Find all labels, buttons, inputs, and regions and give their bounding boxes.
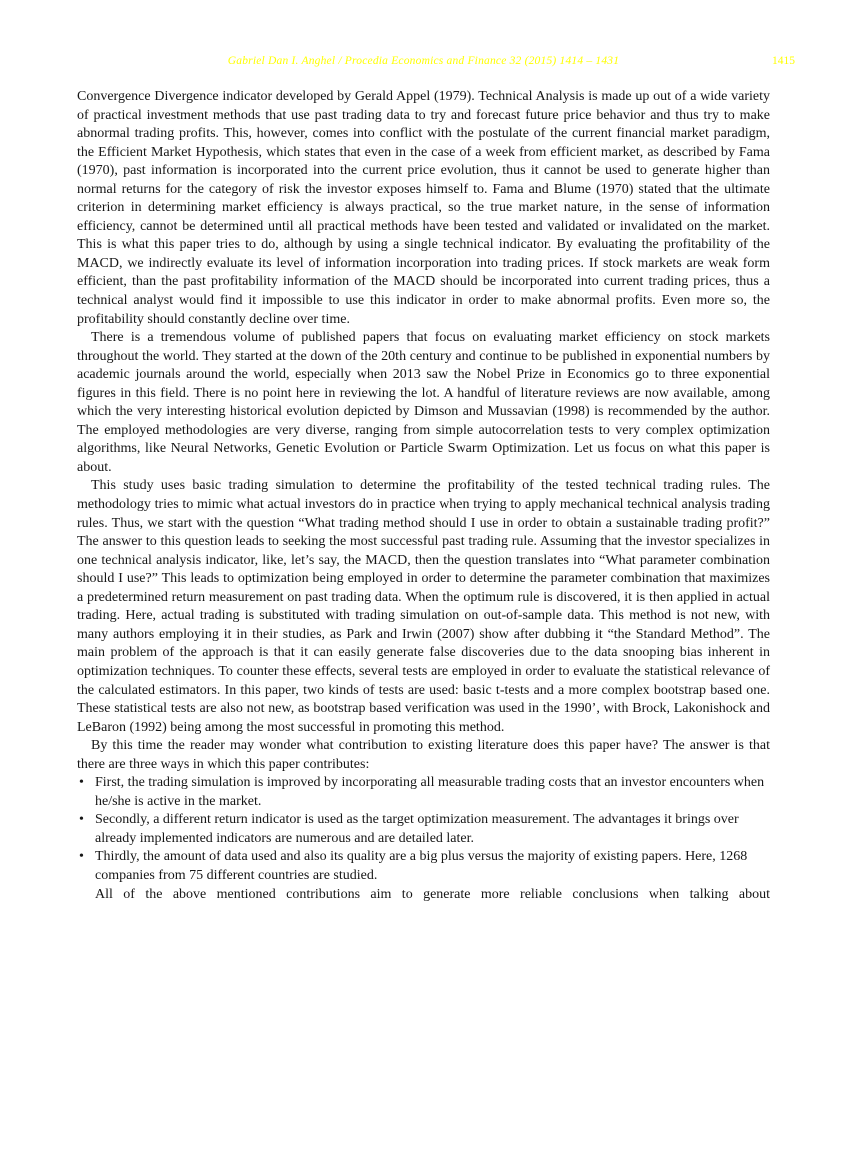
running-head-citation: Gabriel Dan I. Anghel / Procedia Economics and Finance 32 (2015) 1414 – 1431 <box>227 55 620 67</box>
page-number: 1415 <box>772 55 795 67</box>
running-head <box>77 55 795 71</box>
list-item-third-contribution: • Thirdly, the amount of data used and also its quality are a big plus versus the majority of existing papers. Here, 1268 companies from 75 different countries are studied. <box>77 848 770 885</box>
paragraph-convergence-divergence: Convergence Divergence indicator developed by Gerald Appel (1979). Technical Analysis is made up out of a wide variety of practical investment methods that use past trading data to try and forecast future price behavior and thus try to make abnormal trading profits. This, however, comes into conflict with the postulate of the current financial market paradigm, the Efficient Market Hypothesis, which states that even in the case of a week from efficient market, as described by Fama (1970), past information is incorporated into the current price evolution, thus it cannot be used to generate higher than normal returns for the category of risk the investor exposes himself to. Fama and Blume (1970) stated that the ultimate criterion in determining market efficiency is always practical, so the true market nature, in the sense of information efficiency, cannot be determined until all practical methods have been tested and validated or invalidated on the market. This is what this paper tries to do, although by using a single technical indicator. By evaluating the profitability of the MACD, we indirectly evaluate its level of information incorporation into trading prices. If stock markets are weak form efficient, than the past profitability information of the MACD should be incorporated into current trading prices, thus a technical analyst would find it impossible to use this indicator in order to make abnormal profits. Even more so, the profitability should constantly decline over time. <box>77 89 770 327</box>
paragraph-study-method: This study uses basic trading simulation to determine the profitability of the tested technical trading rules. The methodology tries to mimic what actual investors do in practice when trying to apply mechanical technical analysis trading rules. Thus, we start with the question “What trading method should I use in order to obtain a sustainable trading profit?” The answer to this question leads to seeking the most successful past trading rule. Assuming that the investor specializes in one technical analysis indicator, like, let’s say, the MACD, then the question translates into “What parameter combination should I use?” This leads to optimization being employed in order to determine the parameter combination that maximizes a predetermined return measurement on past trading data. When the optimum rule is discovered, it is then applied in actual trading. Here, actual trading is substituted with trading simulation on out-of-sample data. This method is not new, with many authors employing it in their studies, as Park and Irwin (2007) show after dubbing it “the Standard Method”. The main problem of the approach is that it can easily generate false discoveries due to the data snooping bias inherent in optimization techniques. To counter these effects, several tests are employed in order to evaluate the statistical relevance of the calculated estimators. In this paper, two kinds of tests are used: basic t-tests and a more complex bootstrap based one. These statistical tests are also not new, as bootstrap based verification was used in the 1990’, with Brock, Lakonishock and LeBaron (1992) being among the most successful in promoting this method. <box>77 478 770 735</box>
contribution-list <box>77 774 770 885</box>
article-body <box>77 88 770 904</box>
paragraph-contributions-intro: By this time the reader may wonder what contribution to existing literature does this paper have? The answer is that there are three ways in which this paper contributes: <box>77 738 770 772</box>
list-item-second-contribution: • Secondly, a different return indicator is used as the target optimization measurement. The advantages it brings over already implemented indicators are numerous and are detailed later. <box>77 811 770 848</box>
paragraph-closing-line: All of the above mentioned contributions aim to generate more reliable conclusions when talking about <box>95 886 770 902</box>
list-item-first-contribution: • First, the trading simulation is improved by incorporating all measurable trading costs that an investor encounters when he/she is active in the market. <box>77 774 770 811</box>
paragraph-literature-volume: There is a tremendous volume of published papers that focus on evaluating market efficiency on stock markets throughout the world. They started at the down of the 20th century and continue to be published in exponential numbers by academic journals around the world, especially when 2013 saw the Nobel Prize in Economics go to three exponential figures in this field. There is no point here in reviewing the lot. A handful of literature reviews are now available, among which the very interesting historical evolution depicted by Dimson and Mussavian (1998) is recommended by the author. The employed methodologies are very diverse, ranging from simple autocorrelation tests to very complex optimization algorithms, like Neural Networks, Genetic Evolution or Particle Swarm Optimization. Let us focus on what this paper is about. <box>77 330 770 475</box>
